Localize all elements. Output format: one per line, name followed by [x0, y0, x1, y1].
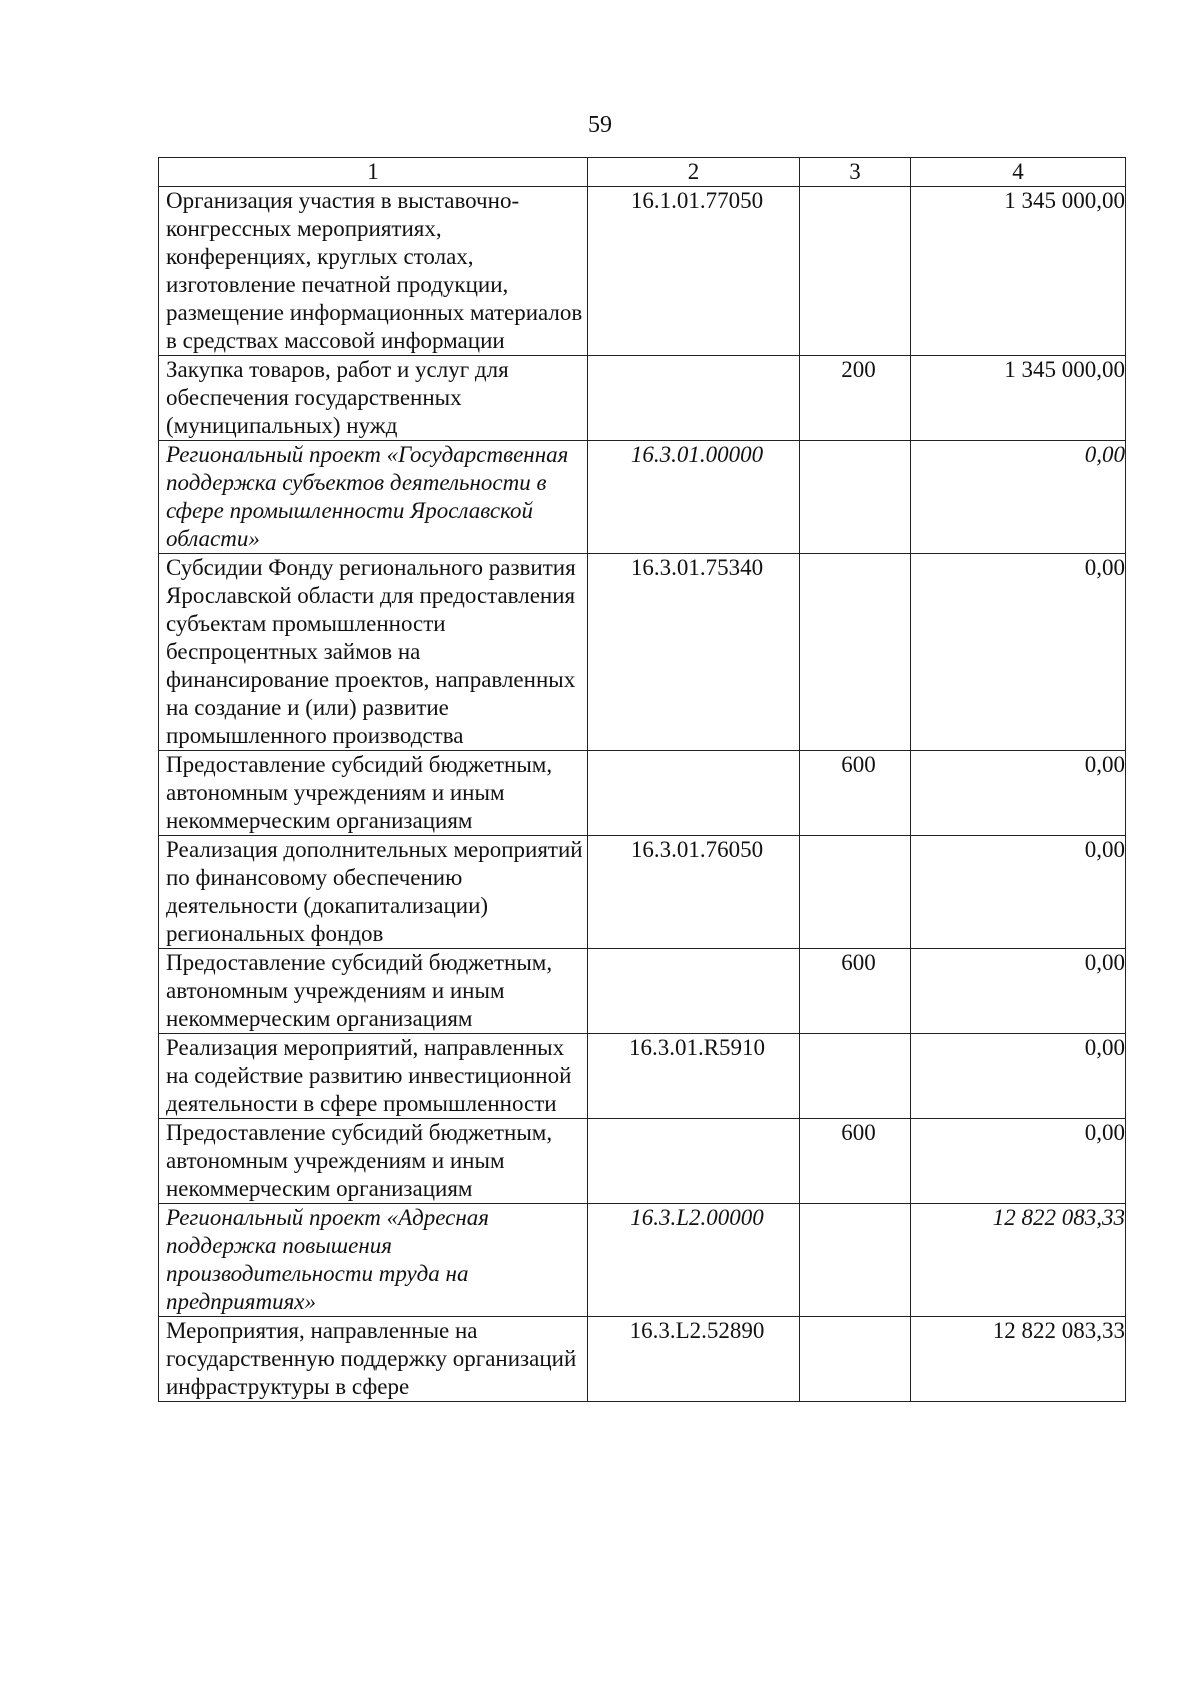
table-row — [159, 949, 1126, 1034]
row-amount-cell: 1 345 000,00 — [911, 356, 1126, 441]
row-code-cell — [588, 1119, 800, 1204]
row-expense-type-cell — [800, 187, 911, 356]
header-col-2: 2 — [588, 158, 800, 187]
row-code-cell — [588, 751, 800, 836]
row-name-cell: Реализация дополнительных мероприятий по финансовому обеспечению деятельности (докапитализации) региональных фондов — [159, 836, 588, 949]
row-name-cell: Региональный проект «Адресная поддержка повышения производительности труда на предприятиях» — [159, 1204, 588, 1317]
row-name-cell: Закупка товаров, работ и услуг для обеспечения государственных (муниципальных) нужд — [159, 356, 588, 441]
row-code-cell: 16.3.01.75340 — [588, 554, 800, 751]
row-name-cell: Реализация мероприятий, направленных на содействие развитию инвестиционной деятельности в сфере промышленности — [159, 1034, 588, 1119]
budget-table — [158, 157, 1126, 1402]
row-amount-cell: 0,00 — [911, 554, 1126, 751]
row-amount-cell: 0,00 — [911, 751, 1126, 836]
row-expense-type-cell: 600 — [800, 751, 911, 836]
row-expense-type-cell: 200 — [800, 356, 911, 441]
row-expense-type-cell — [800, 1204, 911, 1317]
header-col-1: 1 — [159, 158, 588, 187]
table-row — [159, 751, 1126, 836]
table-row — [159, 1317, 1126, 1402]
row-name-cell: Предоставление субсидий бюджетным, автономным учреждениям и иным некоммерческим организациям — [159, 751, 588, 836]
row-amount-cell: 1 345 000,00 — [911, 187, 1126, 356]
row-amount-cell: 12 822 083,33 — [911, 1204, 1126, 1317]
row-code-cell: 16.1.01.77050 — [588, 187, 800, 356]
row-amount-cell: 0,00 — [911, 441, 1126, 554]
table-row — [159, 187, 1126, 356]
table-row — [159, 554, 1126, 751]
row-name-cell: Организация участия в выставочно-конгрессных мероприятиях, конференциях, круглых столах, изготовление печатной продукции, размещение информационных материалов в средствах массовой информации — [159, 187, 588, 356]
row-expense-type-cell — [800, 1034, 911, 1119]
row-code-cell — [588, 356, 800, 441]
row-name-cell: Мероприятия, направленные на государственную поддержку организаций инфраструктуры в сфере — [159, 1317, 588, 1402]
row-expense-type-cell: 600 — [800, 1119, 911, 1204]
row-expense-type-cell: 600 — [800, 949, 911, 1034]
row-code-cell: 16.3.01.00000 — [588, 441, 800, 554]
table-row — [159, 1119, 1126, 1204]
page-number: 59 — [588, 112, 612, 138]
table-row — [159, 1204, 1126, 1317]
row-name-cell: Региональный проект «Государственная поддержка субъектов деятельности в сфере промышленности Ярославской области» — [159, 441, 588, 554]
row-code-cell: 16.3.01.76050 — [588, 836, 800, 949]
table-row — [159, 836, 1126, 949]
row-amount-cell: 0,00 — [911, 1034, 1126, 1119]
row-name-cell: Предоставление субсидий бюджетным, автономным учреждениям и иным некоммерческим организациям — [159, 949, 588, 1034]
row-expense-type-cell — [800, 554, 911, 751]
row-expense-type-cell — [800, 441, 911, 554]
table-row — [159, 356, 1126, 441]
row-amount-cell: 12 822 083,33 — [911, 1317, 1126, 1402]
row-amount-cell: 0,00 — [911, 949, 1126, 1034]
row-amount-cell: 0,00 — [911, 836, 1126, 949]
row-code-cell — [588, 949, 800, 1034]
header-col-4: 4 — [911, 158, 1126, 187]
row-code-cell: 16.3.01.R5910 — [588, 1034, 800, 1119]
header-row — [159, 158, 1126, 187]
table-row — [159, 1034, 1126, 1119]
row-name-cell: Предоставление субсидий бюджетным, автономным учреждениям и иным некоммерческим организациям — [159, 1119, 588, 1204]
row-expense-type-cell — [800, 1317, 911, 1402]
row-code-cell: 16.3.L2.00000 — [588, 1204, 800, 1317]
row-name-cell: Субсидии Фонду регионального развития Ярославской области для предоставления субъектам промышленности беспроцентных займов на финансирование проектов, направленных на создание и (или) развитие промышленного производства — [159, 554, 588, 751]
row-expense-type-cell — [800, 836, 911, 949]
row-amount-cell: 0,00 — [911, 1119, 1126, 1204]
row-code-cell: 16.3.L2.52890 — [588, 1317, 800, 1402]
table-row — [159, 441, 1126, 554]
header-col-3: 3 — [800, 158, 911, 187]
